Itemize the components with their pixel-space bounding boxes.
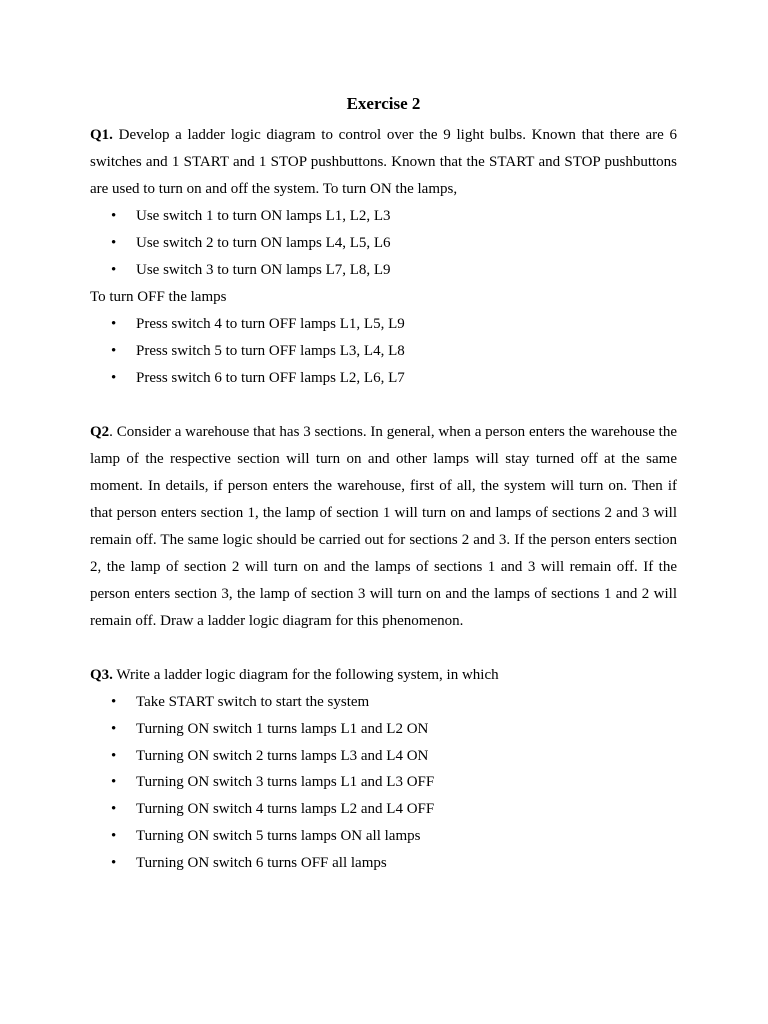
list-item (90, 823, 677, 850)
bullet-icon: • (111, 370, 117, 386)
list-item-text: Turning ON switch 2 turns lamps L3 and L4 ON (136, 747, 429, 764)
q2-label: Q2 (90, 424, 110, 440)
list-item-text: Use switch 3 to turn ON lamps L7, L8, L9 (136, 262, 391, 278)
page-title: Exercise 2 (346, 94, 421, 113)
bullet-icon: • (111, 694, 117, 710)
list-item (90, 796, 677, 823)
list-item (90, 716, 677, 743)
bullet-icon: • (111, 316, 117, 332)
q1-off-list (90, 311, 677, 392)
q1-off-heading: To turn OFF the lamps (90, 289, 227, 305)
q2-paragraph (90, 419, 677, 635)
bullet-icon: • (111, 827, 117, 844)
bullet-icon: • (111, 235, 117, 251)
q1-on-list (90, 203, 677, 284)
bullet-icon: • (111, 801, 117, 818)
list-item-text: Turning ON switch 3 turns lamps L1 and L3 OFF (136, 774, 435, 791)
list-item (90, 230, 677, 257)
list-item-text: Press switch 4 to turn OFF lamps L1, L5, L9 (136, 316, 405, 332)
spacer (90, 392, 677, 419)
q3-paragraph (90, 662, 677, 689)
list-item-text: Use switch 1 to turn ON lamps L1, L2, L3 (136, 208, 391, 224)
list-item-text: Use switch 2 to turn ON lamps L4, L5, L6 (136, 235, 391, 251)
q1-paragraph (90, 122, 677, 203)
list-item-text: Take START switch to start the system (136, 694, 370, 710)
bullet-icon: • (111, 774, 117, 791)
list-item-text: Press switch 5 to turn OFF lamps L3, L4, L8 (136, 343, 405, 359)
q3-text: Write a ladder logic diagram for the following system, in which (112, 667, 499, 683)
spacer (90, 635, 677, 662)
list-item-text: Turning ON switch 6 turns OFF all lamps (136, 854, 387, 871)
list-item (90, 203, 677, 230)
list-item-text: Turning ON switch 4 turns lamps L2 and L4 OFF (136, 801, 435, 818)
list-item-text: Turning ON switch 1 turns lamps L1 and L2 ON (136, 720, 429, 737)
list-item (90, 338, 677, 365)
list-item (90, 743, 677, 770)
document-page (90, 92, 677, 877)
q2-text: . Consider a warehouse that has 3 sections. In general, when a person enters the warehouse the lamp of the respective section will turn on and other lamps will stay turned off at the same moment. In details, if person enters the warehouse, first of all, the system will turn on. Then if that person enters section 1, the lamp of section 1 will turn on and lamps of sections 2 and 3 will remain off. The same logic should be carried out for sections 2 and 3. If the person enters section 2, the lamp of section 2 will turn on and the lamps of sections 1 and 3 will remain off. If the person enters section 3, the lamp of section 3 will turn on and the lamps of sections 1 and 2 will remain off. Draw a ladder logic diagram for this phenomenon. (90, 424, 677, 629)
bullet-icon: • (111, 720, 117, 737)
bullet-icon: • (111, 343, 117, 359)
list-item-text: Press switch 6 to turn OFF lamps L2, L6, L7 (136, 370, 405, 386)
list-item (90, 311, 677, 338)
list-item (90, 689, 677, 716)
bullet-icon: • (111, 747, 117, 764)
list-item (90, 257, 677, 284)
q3-label: Q3. (90, 667, 113, 683)
q1-text: Develop a ladder logic diagram to control over the 9 light bulbs. Known that there are 6 switches and 1 START and 1 STOP pushbuttons. Known that the START and STOP pushbuttons are used to turn on and off the system. To turn ON the lamps, (90, 127, 677, 197)
list-item (90, 365, 677, 392)
bullet-icon: • (111, 262, 117, 278)
list-item-text: Turning ON switch 5 turns lamps ON all lamps (136, 827, 421, 844)
q1-label: Q1. (90, 127, 113, 143)
bullet-icon: • (111, 854, 117, 871)
bullet-icon: • (111, 208, 117, 224)
q3-list (90, 689, 677, 877)
list-item (90, 769, 677, 796)
list-item (90, 850, 677, 877)
